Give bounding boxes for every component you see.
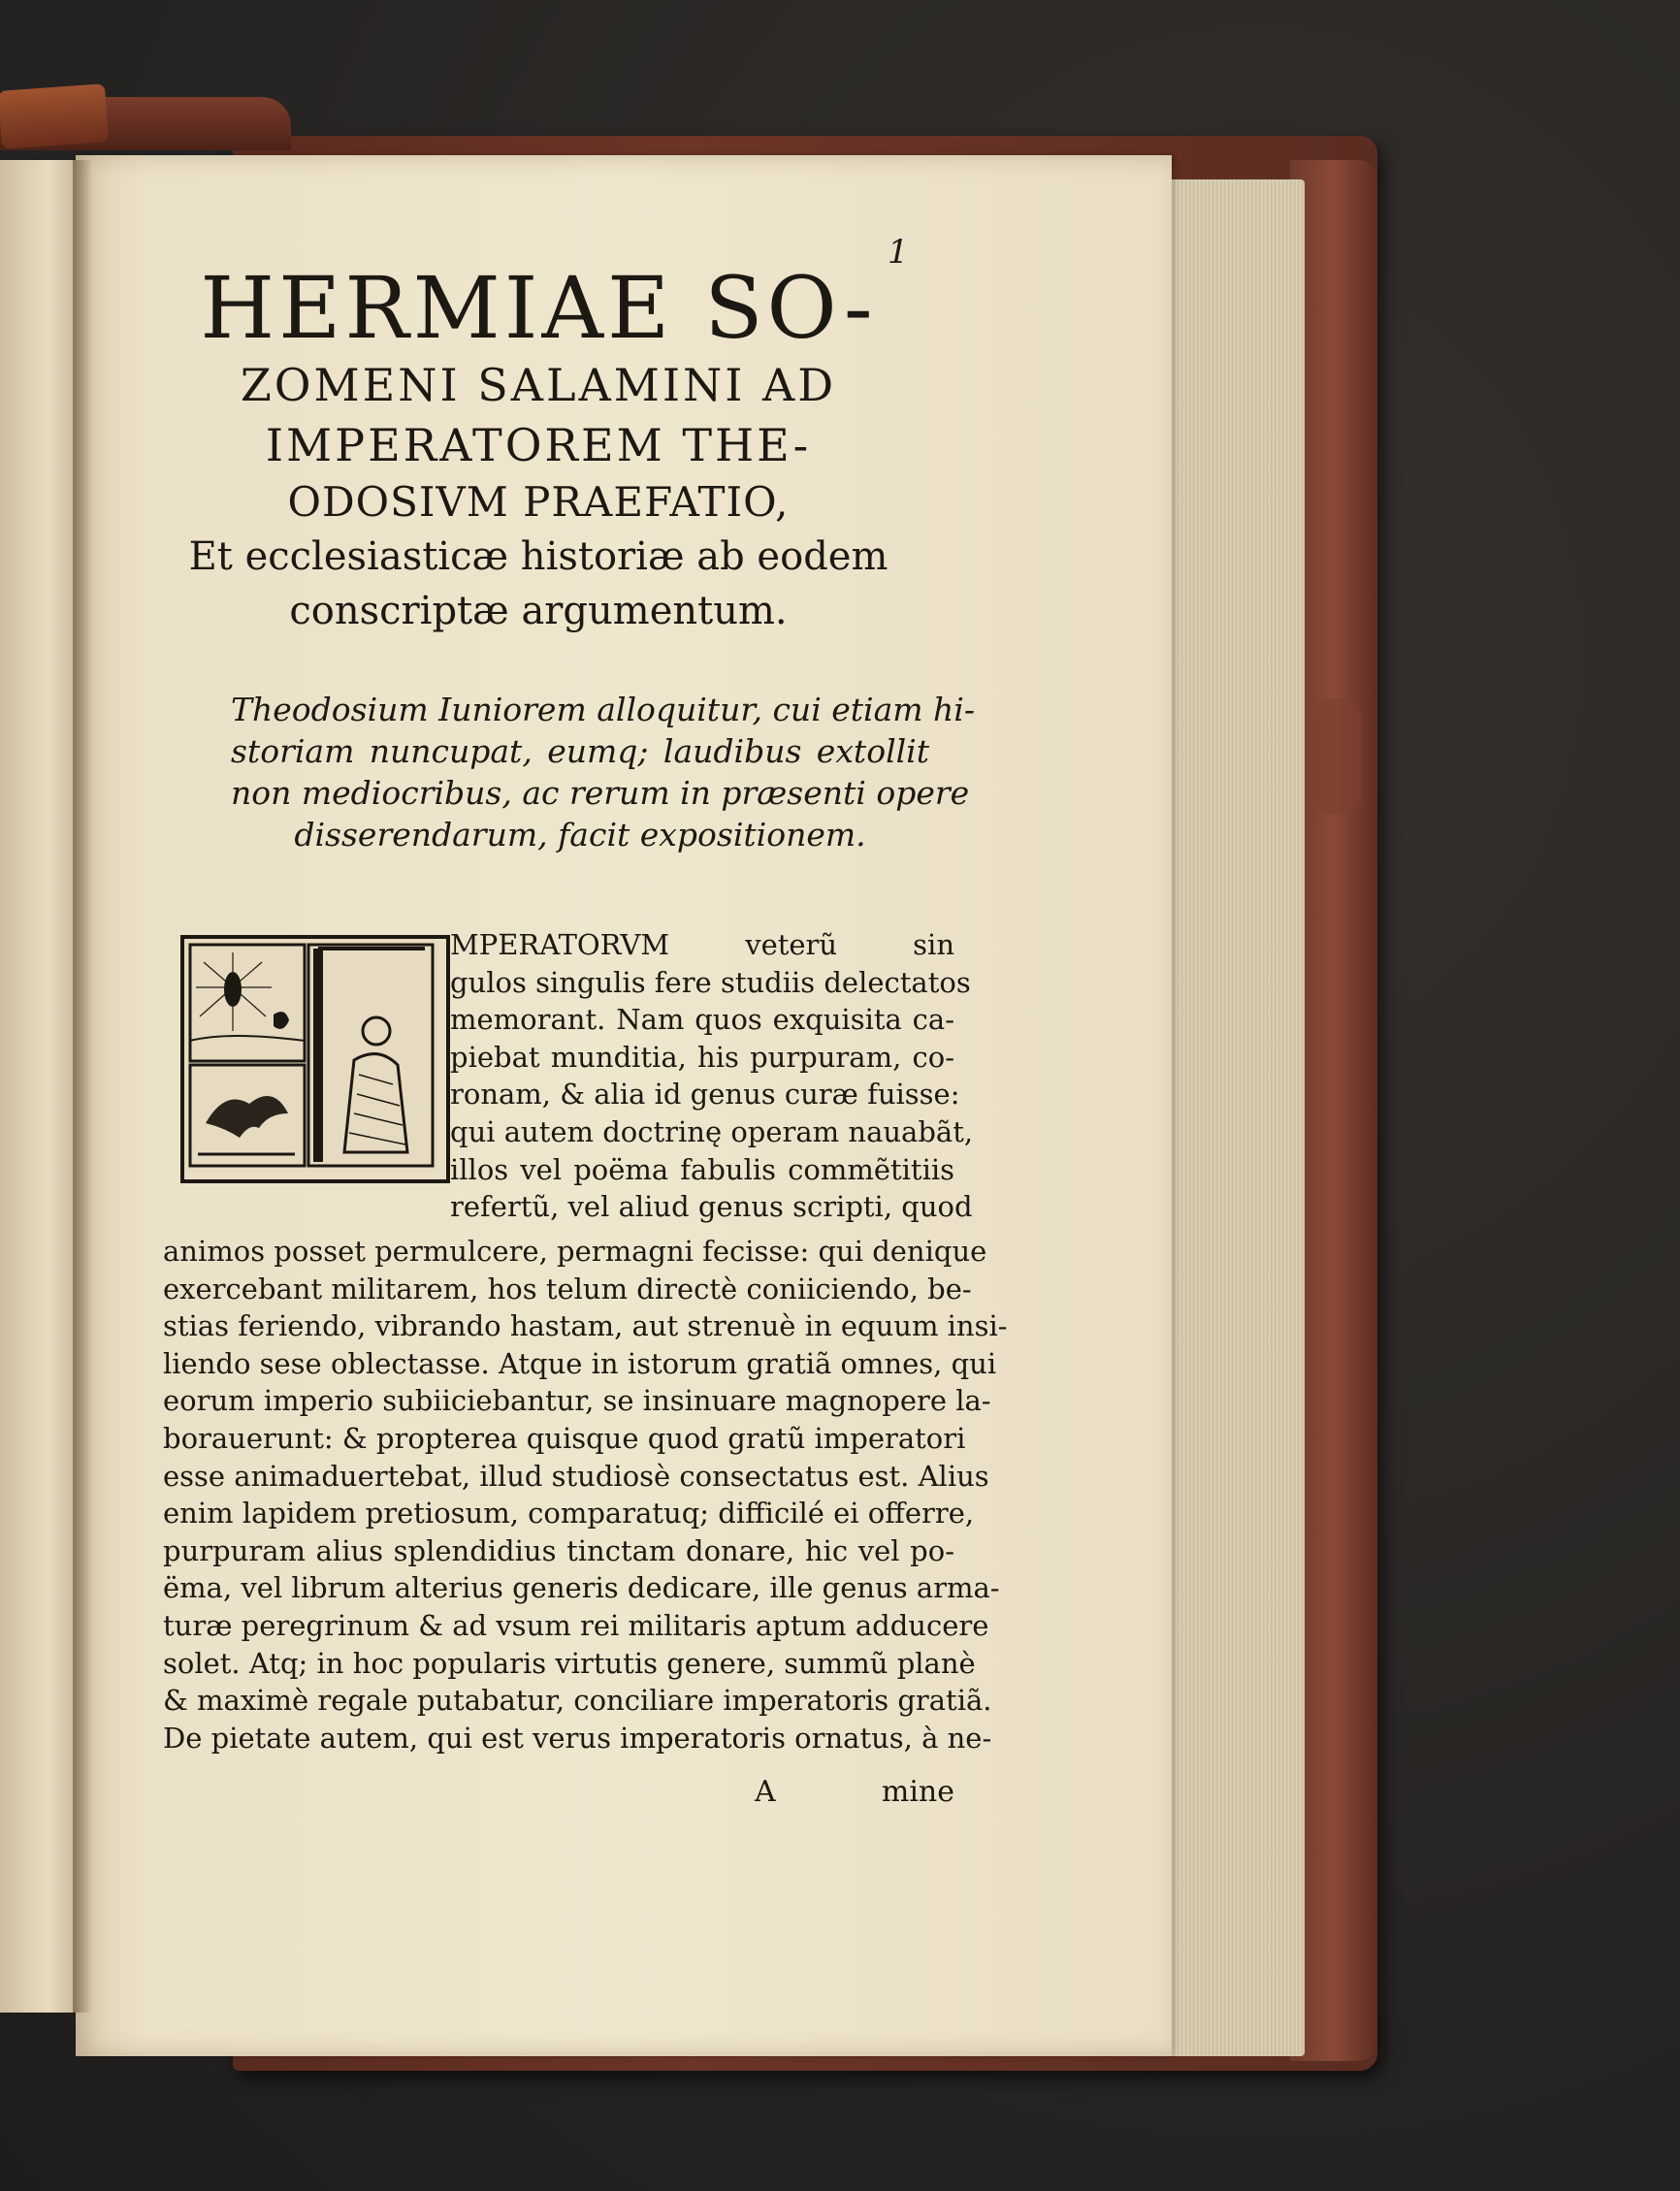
text-line: & maximè regale putabatur, conciliare imperatoris gratiã. bbox=[163, 1684, 992, 1718]
title-line-6: conscriptæ argumentum. bbox=[289, 589, 788, 633]
catchword: mine bbox=[881, 1775, 954, 1809]
title-line-5: Et ecclesiasticæ historiæ ab eodem bbox=[188, 534, 888, 579]
signature-mark: A bbox=[755, 1775, 776, 1809]
body-text-beside-initial bbox=[450, 926, 974, 1226]
bookmark-ribbon bbox=[0, 83, 109, 149]
summary-line: Theodosium Iuniorem alloquitur, cui etiam hi- bbox=[231, 691, 975, 728]
text-line: purpuram alius splendidius tinctam donare, hic vel po- bbox=[163, 1533, 954, 1567]
folio-number: 1 bbox=[888, 233, 909, 272]
text-line: illos vel poëma fabulis commẽtitiis bbox=[450, 1152, 954, 1186]
text-line: animos posset permulcere, permagni fecisse: qui denique bbox=[163, 1235, 987, 1268]
text-line: De pietate autem, qui est verus imperatoris ornatus, à ne- bbox=[163, 1721, 992, 1755]
title-line-4: ODOSIVM PRAEFATIO, bbox=[287, 478, 790, 526]
text-line: stias feriendo, vibrando hastam, aut strenuè in equum insi- bbox=[163, 1309, 1008, 1343]
text-line: eorum imperio subiiciebantur, se insinuare magnopere la- bbox=[163, 1384, 991, 1418]
woodcut-initial-icon bbox=[180, 935, 450, 1183]
text-line: turæ peregrinum & ad vsum rei militaris aptum adducere bbox=[163, 1608, 989, 1642]
text-line: ronam, & alia id genus curæ fuisse: bbox=[450, 1078, 960, 1112]
cover-wear-mark bbox=[1314, 698, 1363, 815]
text-line: piebat munditia, his purpuram, co- bbox=[450, 1040, 954, 1074]
title-line-1: HERMIAE SO- bbox=[200, 258, 877, 358]
text-line: exercebant militarem, hos telum directè coniiciendo, be- bbox=[163, 1272, 972, 1305]
text-line: enim lapidem pretiosum, comparatuq; difficilé ei offerre, bbox=[163, 1497, 975, 1530]
text-line: esse animaduertebat, illud studiosè consectatus est. Alius bbox=[163, 1459, 989, 1493]
page-footer bbox=[163, 1775, 954, 1814]
text-line: memorant. Nam quos exquisita ca- bbox=[450, 1003, 954, 1037]
page-gutter-shadow bbox=[73, 160, 92, 2013]
argument-summary bbox=[231, 689, 975, 855]
body-text-full-width bbox=[163, 1233, 1008, 1756]
text-line: refertũ, vel aliud genus scripti, quod bbox=[450, 1190, 973, 1224]
text-line: liendo sese oblectasse. Atque in istorum gratiã omnes, qui bbox=[163, 1346, 997, 1380]
title-block bbox=[184, 258, 892, 638]
summary-line: disserendarum, facit expositionem. bbox=[294, 816, 866, 854]
text-line: gulos singulis fere studiis delectatos bbox=[450, 965, 971, 999]
text-line: MPERATORVM veterũ sin bbox=[450, 928, 954, 961]
title-line-3: IMPERATOREM THE- bbox=[265, 419, 812, 471]
text-line: ëma, vel librum alterius generis dedicare, ille genus arma- bbox=[163, 1571, 1000, 1605]
page-edges bbox=[1169, 179, 1305, 2056]
text-line: solet. Atq; in hoc popularis virtutis genere, summũ planè bbox=[163, 1646, 976, 1680]
title-line-2: ZOMENI SALAMINI AD bbox=[240, 359, 837, 411]
summary-line: non mediocribus, ac rerum in præsenti opere bbox=[231, 774, 970, 812]
text-line: borauerunt: & propterea quisque quod gratũ imperatori bbox=[163, 1421, 966, 1455]
summary-line: storiam nuncupat, eumq; laudibus extollit bbox=[231, 732, 929, 770]
text-line: qui autem doctrinę operam nauabãt, bbox=[450, 1114, 974, 1148]
